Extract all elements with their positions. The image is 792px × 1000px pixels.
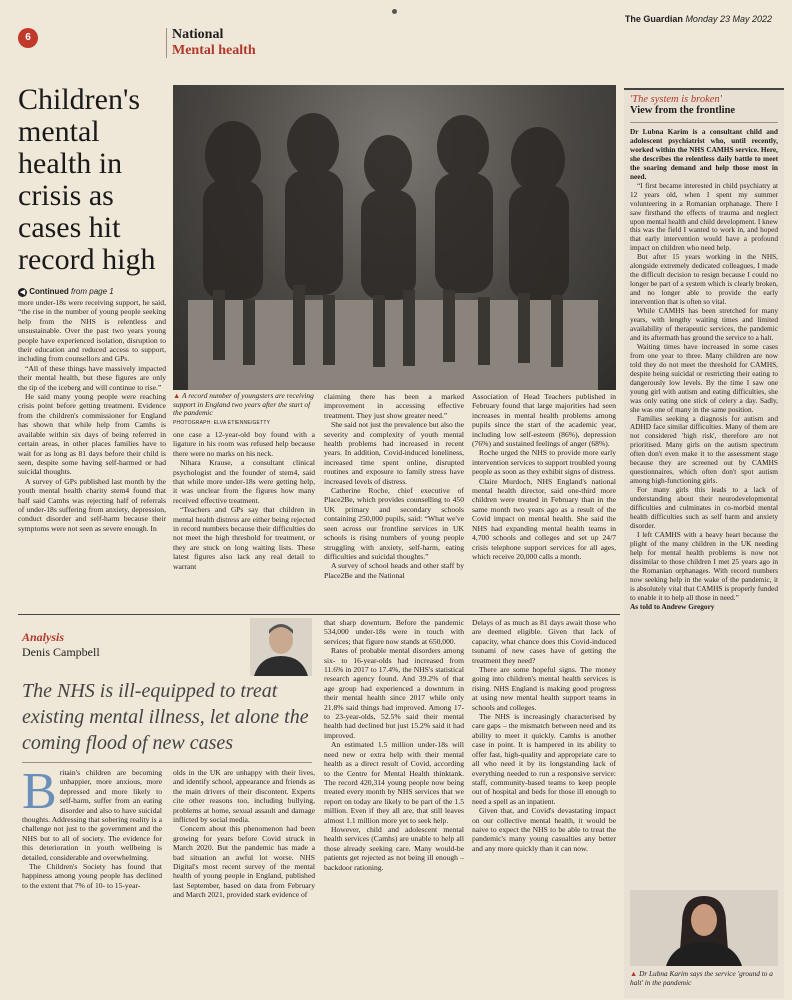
- paragraph: ritain's children are becoming unhappier, more anxious, more depressed and more likely to self-harm, suffer from an eating disorder and also to have suicidal thoughts. Addressing that sobering reality is a challenge not just to the government and the NHS but to all of society. The evidence for this deterioration in youth wellbeing is detailed, considerable and overwhelming.: [22, 768, 162, 862]
- paragraph: Roche urged the NHS to provide more early intervention services to support troubled young people as soon as they exhibit signs of distress.: [472, 448, 616, 477]
- sidebar-photo-caption: [630, 970, 778, 987]
- paragraph: Delays of as much as 81 days await those who are deemed eligible. Given that lack of capacity, what chance does this Covid-induced tsunami of new cases have of getting the treatment they need?: [472, 618, 616, 665]
- sidebar-kicker: 'The system is broken': [630, 94, 722, 105]
- arrow-left-icon: ◀: [19, 289, 26, 296]
- top-dot: [392, 9, 397, 14]
- sidebar-text: [630, 128, 778, 886]
- page-number: 6: [25, 32, 31, 43]
- caption-triangle-icon: ▲: [173, 391, 181, 400]
- analysis-col1: [22, 768, 162, 998]
- masthead: The Guardian: [624, 14, 683, 24]
- photo-caption-text: A record number of youngsters are receiving support in England two years after the start of the pandemic: [173, 391, 314, 418]
- paragraph: Claire Murdoch, NHS England's national mental health director, said one-third more children were treated in February than in the same month two years ago as a result of the Covid impact on mental health. She said the NHS had expanding mental health teams in 4,700 schools and colleges and set up 24/7 crisis telephone support services for all ages, which receive 20,000 calls a month.: [472, 476, 616, 561]
- analysis-headline: The NHS is ill-equipped to treat existing mental illness, let alone the coming flood of new cases: [22, 680, 309, 754]
- main-story-col1: [18, 298, 166, 610]
- paragraph: Rates of probable mental disorders among six- to 16-year-olds had increased from 11.6% in 2017 to 17.4%, the NHS's statistical research agency found. And 39.2% of that age group had experienced a downturn in their mental health since 2017 while only 21.8% said things had improved. Among 17- to 23-year-olds, 52.5% said their mental health had declined but just 15.2% said it had improved.: [324, 646, 464, 740]
- main-story-col4: [472, 392, 616, 610]
- photo-credit: PHOTOGRAPH: ELVA ETIENNE/GETTY: [173, 419, 271, 426]
- paragraph: A survey of school heads and other staff by Place2Be and the National: [324, 561, 464, 580]
- drop-cap: B: [22, 768, 57, 820]
- paragraph: Waiting times have increased in some cases from one year to three. Many children are now told they do not meet the threshold for CAMHS, despite being suicidal or restricting their eating to dangerously low levels. By the time I saw one young girl with autism and eating difficulties, she was only eating one stick of celery a day. Sadly, she was one of many in the same position.: [630, 341, 778, 414]
- paragraph: Families seeking a diagnosis for autism and ADHD face similar difficulties. Many of them are not considered 'high risk', therefore are not prioritised. Many girls on the autism spectrum often don't even make it to the assessment stage because they are screened out by CAMHS questionnaires, which often don't spot autism among high-functioning girls.: [630, 413, 778, 486]
- paragraph: that sharp downturn. Before the pandemic 534,000 under-18s were in touch with services; that figure now stands at 650,000.: [324, 618, 464, 646]
- subsection-label: Mental health: [172, 43, 256, 58]
- main-story-col3: [324, 392, 464, 610]
- analysis-col4: [472, 618, 616, 998]
- section-label: National: [172, 27, 224, 42]
- analysis-label: Analysis: [22, 630, 65, 644]
- caption-triangle-icon: ▲: [630, 969, 638, 978]
- sidebar-photo: [630, 890, 778, 966]
- paragraph: She said not just the prevalence but also the severity and complexity of youth mental health problems had increased in recent years. In addition, Covid-induced loneliness, increased time spent online, disrupted routines and exposure to family stress have increased levels of distress.: [324, 420, 464, 486]
- sidebar-photo-caption-text: Dr Lubna Karim says the service 'ground to a halt' in the pandemic: [630, 969, 773, 987]
- analysis-col3: [324, 618, 464, 998]
- page-number-badge: [18, 28, 38, 48]
- issue-date: Monday 23 May 2022: [685, 14, 772, 24]
- paragraph: There are some hopeful signs. The money going into children's mental health services is rising. NHS England is making good progress at using new mental health support teams in schools and colleges.: [472, 665, 616, 712]
- paragraph: “I first became interested in child psychiatry at 12 years old, when I spent my summer volunteering in a Romanian orphanage. There I saw firsthand the effects of trauma and neglect upon mental health and child development. I knew this was the field I wanted to work in, and hoped that early intervention would have a profound impact on children who need help.: [630, 180, 778, 253]
- paragraph: Catherine Roche, chief executive of Place2Be, which provides counselling to 450 UK primary and secondary schools containing 250,000 pupils, said: “What we've seen across our frontline services in UK schools is rising numbers of young people struggling with anxiety, self-harm, eating difficulties and suicidal thoughts.”: [324, 486, 464, 561]
- author-avatar: [250, 618, 312, 676]
- paragraph: more under-18s were receiving support, he said, “the rise in the number of young people seeking help from the NHS is relentless and unsustainable. Over the past two years young people have experienced isolation, disruption to their education and reduced access to support, including from counsellors and GPs.: [18, 298, 166, 364]
- analysis-author: Denis Campbell: [22, 645, 100, 659]
- paragraph: Nihara Krause, a consultant clinical psychologist and the founder of stem4, said that while more under-18s were getting help, it was unclear from the figures how many received effective treatment.: [173, 458, 315, 505]
- analysis-col2: [173, 768, 315, 998]
- paragraph: one case a 12-year-old boy found with a ligature in his room was refused help because there were no marks on his neck.: [173, 430, 315, 458]
- paragraph: He said many young people were reaching crisis point before getting treatment. Evidence from the children's commissioner for England has shown that while help from Camhs is available within six days of being referred in certain areas, in other places families have to wait for as long as 81 days before their child is seen, despite some having self-harmed or had suicidal thoughts.: [18, 392, 166, 477]
- paragraph: Given that, and Covid's devastating impact on our collective mental health, it would be naive to expect the NHS to be able to treat the pandemic's many young casualties any better and any more quickly than it can now.: [472, 806, 616, 853]
- paragraph: While CAMHS has been stretched for many years, with lengthy waiting times and limited availability of therapeutic services, the pandemic and its aftermath has ground the service to a halt.: [630, 306, 778, 342]
- paragraph: An estimated 1.5 million under-18s will need new or extra help with their mental health as a direct result of Covid, according to the Centre for Mental Health thinktank. The record 420,314 young people now being treated every month by NHS services that we report on today are likely to be part of the 1.5 million. Even if they all are, that still leaves almost 1.1 million more yet to seek help.: [324, 740, 464, 825]
- main-story-col2: [173, 430, 315, 610]
- paragraph: The NHS is increasingly characterised by care gaps – the mismatch between need and its ability to meet it quickly. Camhs is another case in point. It is hampered in its ability to offer fast, high-quality and appropriate care to all who need it by its longstanding lack of everything needed to run a responsive service: staff, community-based teams to keep people out of hospital and beds for those ill enough to need a spell as an inpatient.: [472, 712, 616, 806]
- paragraph: A survey of GPs published last month by the youth mental health charity stem4 found that half said Camhs was rejecting half of referrals of under-18s suffering from anxiety, depression, conduct disorder and self-harm because their symptoms were not seen as severe enough. In: [18, 476, 166, 533]
- sidebar-title: View from the frontline: [630, 105, 736, 116]
- paragraph: claiming there has been a marked improvement in accessing effective treatment. They just show greater need.”: [324, 392, 464, 420]
- continued-label: Continued: [29, 287, 69, 296]
- paragraph: Association of Head Teachers published in February found that large majorities had seen increases in mental health problems among pupils since the start of the academic year, including low self-esteem (86%), depression (76%) and sustained feelings of anger (68%).: [472, 392, 616, 449]
- masthead-line: [625, 14, 772, 24]
- signoff: As told to Andrew Gregory: [630, 601, 715, 611]
- paragraph: “All of these things have massively impacted their mental health, but these figures are only the tip of the iceberg and will continue to rise.”: [18, 363, 166, 392]
- paragraph: I left CAMHS with a heavy heart because the plight of the many children in the UK needing help for mental health problems is now not dissimilar to those children I met 25 years ago in the Romanian orphanages. With record numbers now seeking help in the wake of the pandemic, it is absolutely vital that CAMHS is properly funded to enable it to help all those in need.”: [630, 529, 778, 602]
- paragraph: Concern about this phenomenon had been growing for years before Covid struck in March 2020. But the pandemic has made a bad situation an awful lot worse. NHS Digital's most recent survey of the mental health of young people in England, published last September, based on data from February and March 2021, provided stark evidence of: [173, 824, 315, 900]
- paragraph: Dr Lubna Karim is a consultant child and adolescent psychiatrist who, until recently, worked within the NHS CAMHS service. Here, she describes the relentless daily battle to meet the soaring demand and help those most in need.: [630, 128, 778, 181]
- paragraph: However, child and adolescent mental health services (Camhs) are unable to help all those already seeking care. Many would-be patients get rejected as not being ill enough – backdoor rationing.: [324, 824, 464, 872]
- headline: Children's mental health in crisis as cases hit record high: [18, 83, 156, 276]
- continued-line: [18, 287, 114, 297]
- paragraph: For many girls this leads to a lack of understanding about their neurodevelopmental difficulties and culminates in co-morbid mental health difficulties such as self harm and anxiety disorder.: [630, 485, 778, 530]
- paragraph: olds in the UK are unhappy with their lives, and identify school, appearance and friends as the main drivers of their discontent. Experts cite other reasons too, including bullying, problems at home, sexual assault and damage inflicted by social media.: [173, 768, 315, 825]
- main-photo: [173, 85, 616, 390]
- paragraph: But after 15 years working in the NHS, alongside extremely dedicated colleagues, I made the difficult decision to resign because I could no longer be part of a system which is clearly broken, and no longer able to provide the early intervention that is often so vital.: [630, 252, 778, 307]
- paragraph: The Children's Society has found that happiness among young people has declined to the extent that 7% of 10- to 15-year-: [22, 862, 162, 890]
- sidebar-box: [624, 88, 784, 998]
- children-shadows-illustration: [173, 85, 616, 390]
- paragraph: “Teachers and GPs say that children in mental health distress are either being rejected in record numbers because their difficulties do not meet the high threshold for treatment, or they are stuck on long waiting lists. These latest figures also lack any real detail to warrant: [173, 505, 315, 571]
- continued-from: from page 1: [71, 287, 114, 296]
- photo-caption: [173, 392, 315, 427]
